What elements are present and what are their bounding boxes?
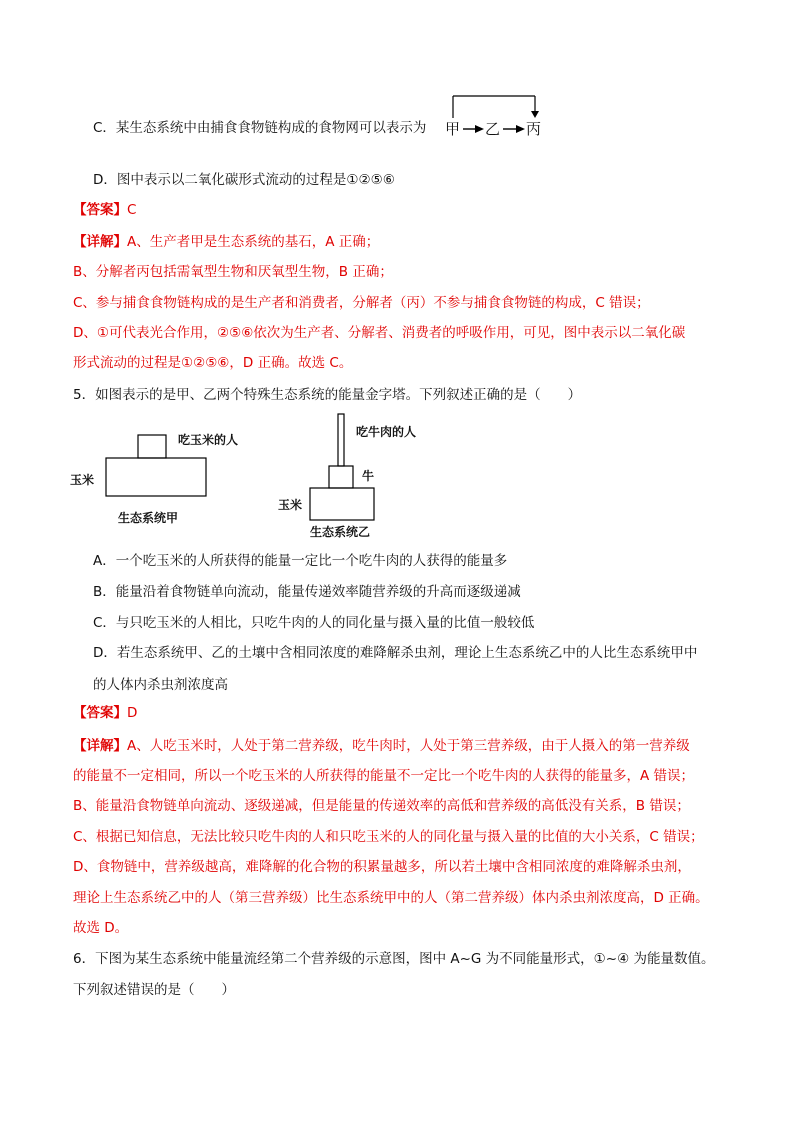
detail-tag: 【详解】 <box>73 234 127 250</box>
q5-detail-line-7: 故选 D。 <box>73 920 129 936</box>
answer-value: D <box>127 705 138 721</box>
q5-detail-line-2: 的能量不一定相同，所以一个吃玉米的人所获得的能量不一定比一个吃牛肉的人获得的能量多，A 错误； <box>73 768 695 784</box>
chain-node-jia: 甲 <box>445 120 461 138</box>
q5-option-a: A．一个吃玉米的人所获得的能量一定比一个吃牛肉的人获得的能量多 <box>93 553 508 569</box>
q5-detail-line-1: 【详解】A、人吃玉米时，人处于第二营养级，吃牛肉时，人处于第三营养级，由于人摄入的第一营养级 <box>73 738 690 754</box>
pyramid-a-caption: 生态系统甲 <box>118 511 179 525</box>
q5-answer <box>73 703 137 723</box>
pyramid-b-top-label: 吃牛肉的人 <box>356 425 417 439</box>
pyramid-a-base-block <box>106 458 206 496</box>
q5-option-d-cont: 的人体内杀虫剂浓度高 <box>93 677 228 693</box>
q4-detail-line-2: B、分解者丙包括需氧型生物和厌氧型生物，B 正确； <box>73 264 393 280</box>
pyramid-b-top-block <box>338 414 344 466</box>
q5-stem: 5．如图表示的是甲、乙两个特殊生态系统的能量金字塔。下列叙述正确的是（ ） <box>73 387 582 403</box>
pyramid-b-base-block <box>310 488 374 520</box>
q5-detail-line-4: C、根据已知信息，无法比较只吃牛肉的人和只吃玉米的人的同化量与摄入量的比值的大小关系，C 错误； <box>73 829 704 845</box>
q4-option-c-text: C．某生态系统中由捕食食物链构成的食物网可以表示为 <box>93 120 427 136</box>
q4-detail-line-4: D、①可代表光合作用，②⑤⑥依次为生产者、分解者、消费者的呼吸作用，可见，图中表示以二氧化碳 <box>73 325 686 341</box>
pyramid-b-mid-block <box>329 466 353 488</box>
pyramid-b-mid-label: 牛 <box>362 469 375 483</box>
q4-option-d: D．图中表示以二氧化碳形式流动的过程是①②⑤⑥ <box>93 172 395 188</box>
q5-detail-line-5: D、食物链中，营养级越高，难降解的化合物的积累量越多，所以若土壤中含相同浓度的难降解杀虫剂， <box>73 859 691 875</box>
detail-tag: 【详解】 <box>73 738 127 754</box>
pyramid-a-bottom-label: 玉米 <box>70 473 95 487</box>
food-chain-diagram <box>440 92 560 144</box>
pyramid-b-caption: 生态系统乙 <box>310 525 371 539</box>
q5-option-c: C．与只吃玉米的人相比，只吃牛肉的人的同化量与摄入量的比值一般较低 <box>93 615 535 631</box>
q5-option-d: D．若生态系统甲、乙的土壤中含相同浓度的难降解杀虫剂，理论上生态系统乙中的人比生态系统甲中 <box>93 645 698 661</box>
q5-option-b: B．能量沿着食物链单向流动，能量传递效率随营养级的升高而逐级递减 <box>93 584 521 600</box>
answer-tag: 【答案】 <box>73 202 127 218</box>
answer-value: C <box>127 202 137 218</box>
q4-answer <box>73 200 136 220</box>
q6-stem-line-1: 6．下图为某生态系统中能量流经第二个营养级的示意图，图中 A~G 为不同能量形式，①~④ 为能量数值。 <box>73 951 715 967</box>
pyramid-b-bottom-label: 玉米 <box>278 498 303 512</box>
q5-detail-line-3: B、能量沿食物链单向流动、逐级递减，但是能量的传递效率的高低和营养级的高低没有关系，B 错误； <box>73 798 690 814</box>
energy-pyramid-figure <box>60 410 420 550</box>
q4-detail-line-5: 形式流动的过程是①②⑤⑥，D 正确。故选 C。 <box>73 355 353 371</box>
pyramid-a-top-label: 吃玉米的人 <box>178 433 239 447</box>
q4-detail-line-1: 【详解】A、生产者甲是生态系统的基石，A 正确； <box>73 234 380 250</box>
q4-option-c <box>93 118 426 138</box>
q6-stem-line-2: 下列叙述错误的是（ ） <box>73 982 235 998</box>
answer-tag: 【答案】 <box>73 705 127 721</box>
q4-detail-line-3: C、参与捕食食物链构成的是生产者和消费者，分解者（丙）不参与捕食食物链的构成，C 错误； <box>73 295 650 311</box>
chain-node-yi: 乙 <box>485 120 501 138</box>
pyramid-a-top-block <box>138 435 166 458</box>
q5-detail-line-6: 理论上生态系统乙中的人（第三营养级）比生态系统甲中的人（第二营养级）体内杀虫剂浓度高，D 正确。 <box>73 890 709 906</box>
chain-node-bing: 丙 <box>526 120 542 138</box>
